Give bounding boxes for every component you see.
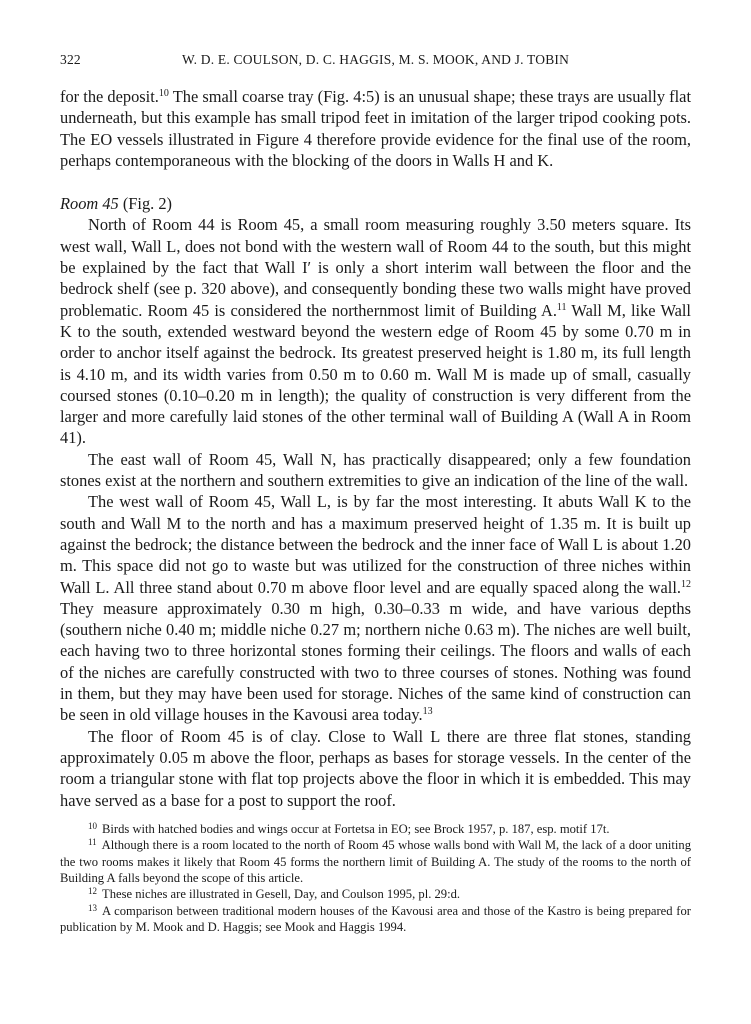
footnote	[60, 903, 691, 936]
text-run: for the deposit.	[60, 87, 159, 106]
section-title: Room 45	[60, 194, 119, 214]
footnote	[60, 886, 691, 902]
text-run: Wall M, like Wall K to the south, extended westward beyond the western edge of Room 45 by some 0.70 m in order to anchor itself against the bedrock. Its greatest preserved height is 1.80 m, its full length is 4.10 m, and its width varies from 0.50 m to 0.60 m. Wall M is made up of small, casually coursed stones (0.10–0.20 m in length); the quality of construction is very different from the larger and more carefully laid stones of the other terminal wall of Building A (Wall A in Room 41).	[60, 300, 691, 448]
footnote	[60, 837, 691, 886]
text-run: The floor of Room 45 is of clay. Close to Wall L there are three flat stones, standing approximately 0.05 m above the floor, perhaps as bases for storage vessels. In the center of the room a triangular stone with flat top projects above the floor in which it is embedded. This may have served as a base for a post to support the roof.	[60, 726, 691, 810]
footnote-ref[interactable]: 13	[422, 706, 433, 718]
text-run: The west wall of Room 45, Wall L, is by far the most interesting. It abuts Wall K to the south and Wall M to the north and has a maximum preserved height of 1.35 m. It is built up against the bedrock; the distance between the bedrock and the inner face of Wall L is about 1.20 m. This space did not go to waste but was utilized for the construction of three niches within Wall L. All three stand about 0.70 m above floor level and are equally spaced along the wall.	[60, 492, 691, 597]
text-run: North of Room 44 is Room 45, a small room measuring roughly 3.50 meters square. Its west wall, Wall L, does not bond with the western wall of Room 44 to the south, but this might be explained by the fact that Wall I′ is only a short interim wall between the floor and the bedrock shelf (see p. 320 above), and consequently bonding these two walls might have proved problematic. Room 45 is considered the northernmost limit of Building A.	[60, 215, 691, 320]
paragraph	[60, 449, 691, 492]
body-text	[60, 86, 691, 811]
footnote	[60, 821, 691, 837]
paragraph	[60, 726, 691, 811]
running-head-authors: W. D. E. COULSON, D. C. HAGGIS, M. S. MOOK, AND J. TOBIN	[181, 52, 570, 67]
footnote-ref[interactable]: 11	[556, 301, 567, 313]
footnote-text: These niches are illustrated in Gesell, Day, and Coulson 1995, pl. 29:d.	[102, 887, 461, 902]
running-header	[60, 52, 691, 74]
footnote-number: 13	[88, 902, 97, 913]
footnote-number: 11	[88, 837, 97, 848]
footnote-text: Although there is a room located to the north of Room 45 whose walls bond with Wall M, the lack of a door uniting the two rooms makes it likely that Room 45 forms the northern limit of Building A. The study of the rooms to the north of Building A falls beyond the scope of this article.	[60, 838, 691, 886]
paragraph	[60, 214, 691, 448]
footnote-ref[interactable]: 12	[681, 578, 691, 590]
section-heading	[60, 193, 691, 214]
text-run: They measure approximately 0.30 m high, 0.30–0.33 m wide, and have various depths (southern niche 0.40 m; middle niche 0.27 m; northern niche 0.63 m). The niches are well built, each having two to three horizontal stones forming their ceilings. The floors and walls of each of the niches are carefully constructed with two to three courses of stones. Nothing was found in them, but they may have been used for storage. Niches of the same kind of construction can be seen in old village houses in the Kavousi area today.	[60, 598, 691, 725]
paragraph	[60, 491, 691, 725]
footnote-text: A comparison between traditional modern houses of the Kavousi area and those of the Kastro is being prepared for publication by M. Mook and D. Haggis; see Mook and Haggis 1994.	[60, 903, 691, 935]
footnote-number: 12	[88, 886, 97, 897]
footnote-text: Birds with hatched bodies and wings occur at Fortetsa in EO; see Brock 1957, p. 187, esp. motif 17t.	[102, 821, 610, 836]
text-run: The small coarse tray (Fig. 4:5) is an unusual shape; these trays are usually flat underneath, but this example has small tripod feet in imitation of the larger tripod cooking pots. The EO vessels illustrated in Figure 4 therefore provide evidence for the final use of the room, perhaps contemporaneous with the blocking of the doors in Walls H and K.	[60, 87, 691, 170]
footnote-number: 10	[88, 820, 97, 831]
footnote-ref[interactable]: 10	[158, 88, 169, 99]
paragraph-continuation	[60, 86, 691, 171]
footnotes	[60, 821, 691, 936]
section-figure-ref: (Fig. 2)	[118, 194, 173, 214]
page-number: 322	[60, 52, 81, 67]
text-run: The east wall of Room 45, Wall N, has practically disappeared; only a few foundation stones exist at the northern and southern extremities to give an indication of the line of the wall.	[60, 449, 691, 491]
